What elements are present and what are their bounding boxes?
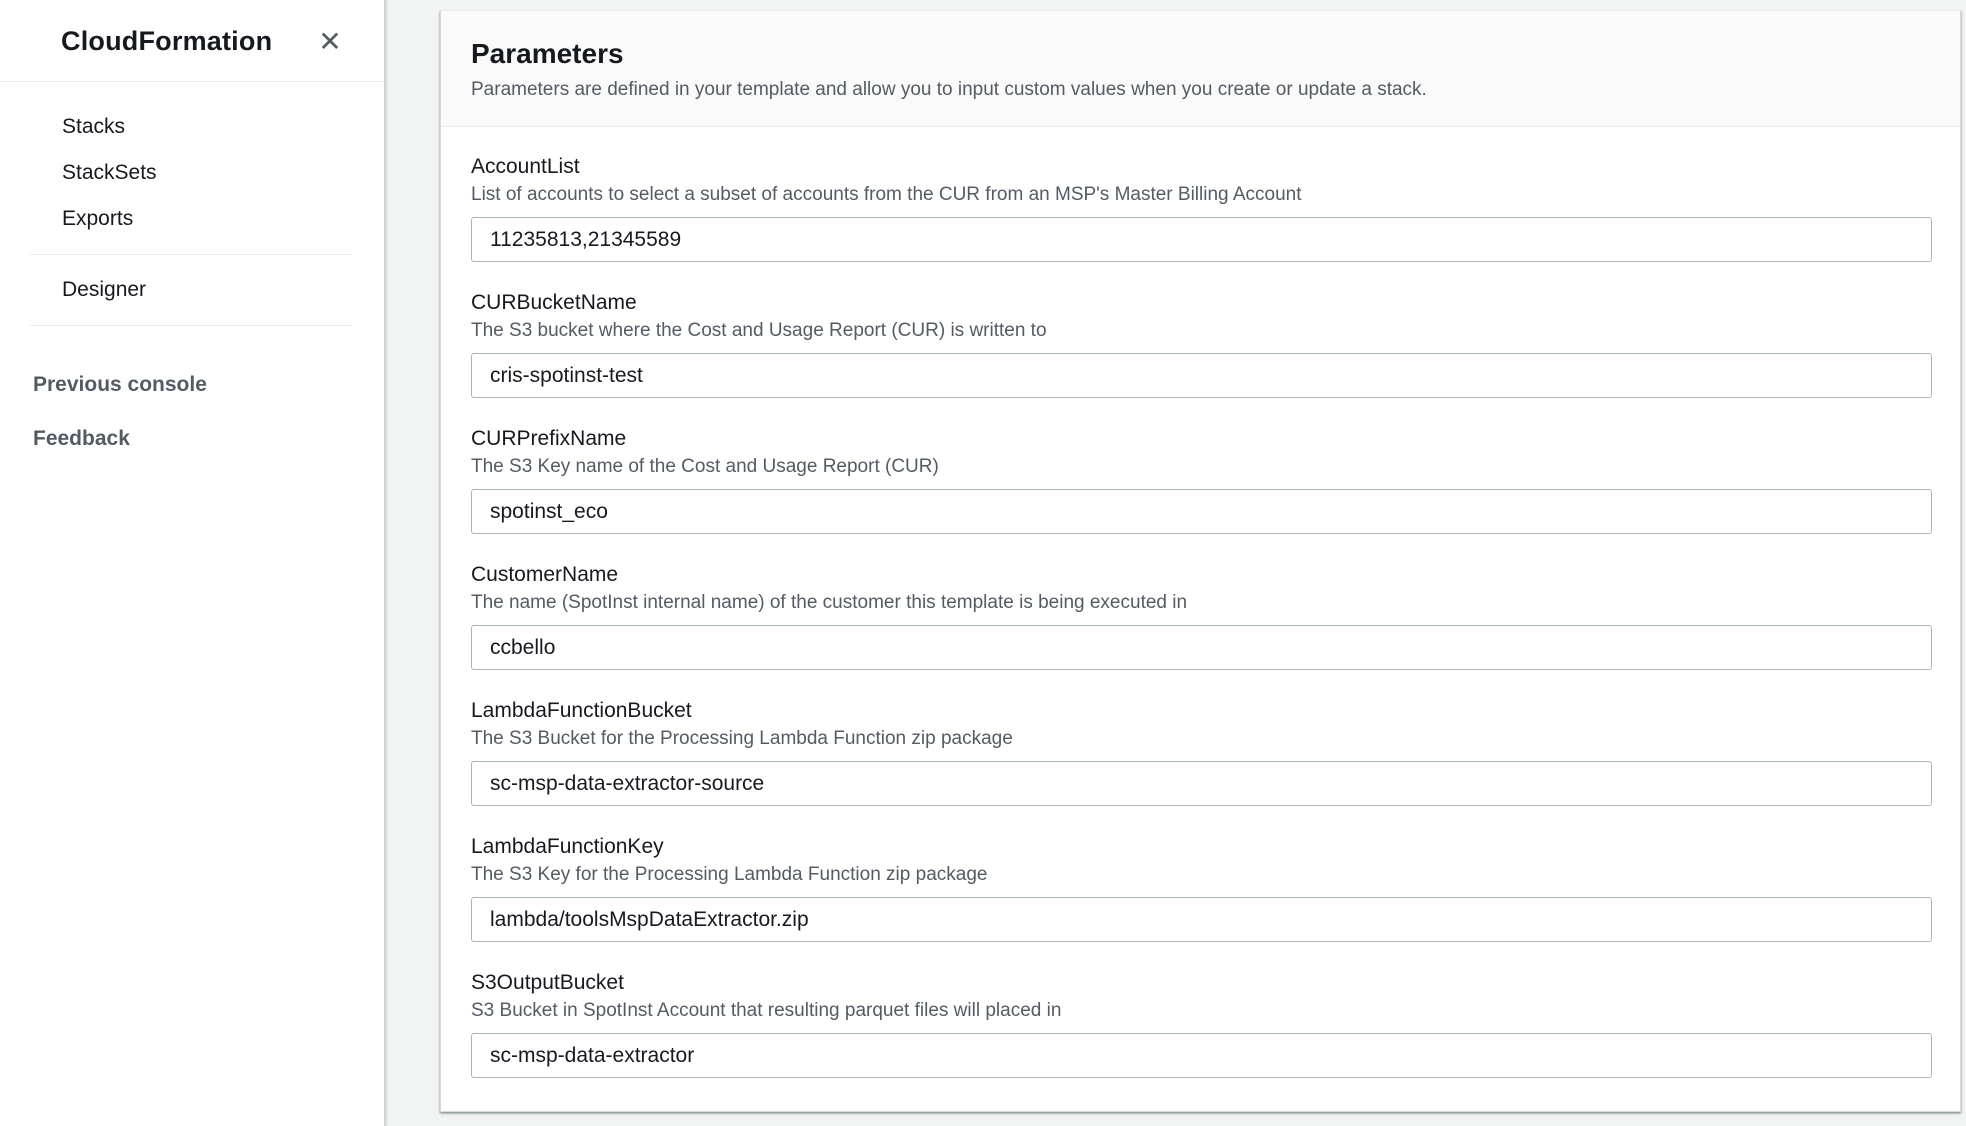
sidebar-nav — [0, 82, 384, 326]
parameter-description: The name (SpotInst internal name) of the customer this template is being executed in — [471, 592, 1188, 613]
parameter-description: The S3 Key for the Processing Lambda Function zip package — [471, 864, 988, 885]
sidebar-item-previous-console[interactable]: Previous console — [33, 373, 207, 396]
parameter-label: S3OutputBucket — [471, 971, 624, 994]
parameters-panel-header — [441, 11, 1960, 127]
parameter-field-lambdafunctionbucket — [471, 697, 1930, 806]
lambdafunctionkey-input[interactable] — [471, 897, 1932, 942]
parameter-description: The S3 bucket where the Cost and Usage Report (CUR) is written to — [471, 320, 1047, 341]
parameter-label: CustomerName — [471, 563, 619, 586]
sidebar-item-stacksets[interactable]: StackSets — [62, 161, 157, 184]
parameter-field-accountlist — [471, 153, 1930, 262]
sidebar-item-designer[interactable]: Designer — [62, 278, 147, 301]
parameter-description: S3 Bucket in SpotInst Account that resulting parquet files will placed in — [471, 1000, 1062, 1021]
parameters-form — [441, 127, 1960, 1108]
parameter-description: The S3 Key name of the Cost and Usage Report (CUR) — [471, 456, 939, 477]
parameter-description: The S3 Bucket for the Processing Lambda Function zip package — [471, 728, 1013, 749]
parameter-label: CURBucketName — [471, 291, 637, 314]
parameter-label: CURPrefixName — [471, 427, 627, 450]
sidebar-divider — [30, 325, 351, 326]
sidebar-footer — [0, 338, 384, 466]
side-navigation — [0, 0, 386, 1126]
sidebar-item-exports[interactable]: Exports — [62, 207, 134, 230]
sidebar-item-feedback[interactable]: Feedback — [33, 427, 130, 450]
parameter-field-curbucketname — [471, 289, 1930, 398]
s3outputbucket-input[interactable] — [471, 1033, 1932, 1078]
close-icon: ✕ — [318, 26, 342, 57]
parameters-panel — [440, 10, 1961, 1112]
curbucketname-input[interactable] — [471, 353, 1932, 398]
parameter-field-s3outputbucket — [471, 969, 1930, 1078]
sidebar-divider — [30, 254, 351, 255]
service-title: CloudFormation — [61, 26, 273, 56]
parameter-label: AccountList — [471, 155, 580, 178]
parameter-field-lambdafunctionkey — [471, 833, 1930, 942]
parameter-field-customername — [471, 561, 1930, 670]
lambdafunctionbucket-input[interactable] — [471, 761, 1932, 806]
customername-input[interactable] — [471, 625, 1932, 670]
parameter-description: List of accounts to select a subset of accounts from the CUR from an MSP's Master Billing Account — [471, 184, 1302, 205]
accountlist-input[interactable] — [471, 217, 1932, 262]
parameter-label: LambdaFunctionKey — [471, 835, 664, 858]
page-title: Parameters — [471, 38, 624, 69]
parameter-field-curprefixname — [471, 425, 1930, 534]
close-sidebar-button[interactable] — [312, 24, 348, 60]
sidebar-header — [0, 0, 384, 82]
main-content — [388, 0, 1966, 1126]
sidebar-item-stacks[interactable]: Stacks — [62, 115, 126, 138]
page-description: Parameters are defined in your template and allow you to input custom values when you create or update a stack. — [471, 79, 1427, 100]
parameter-label: LambdaFunctionBucket — [471, 699, 692, 722]
curprefixname-input[interactable] — [471, 489, 1932, 534]
